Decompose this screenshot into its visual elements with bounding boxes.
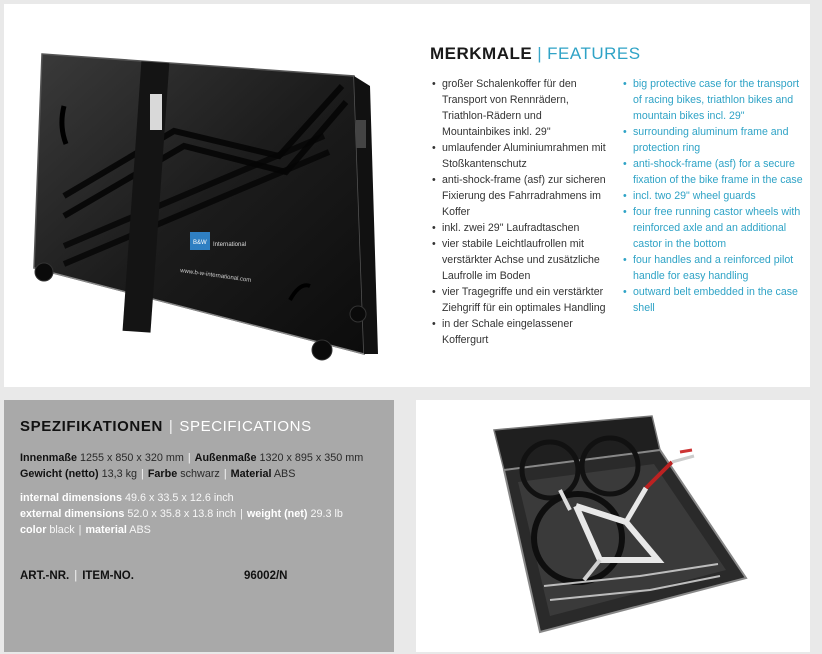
art-label-de: ART.-NR. <box>20 570 70 582</box>
article-number-label <box>20 570 134 582</box>
feature-de-7: • in der Schale eingelassener Koffergurt <box>432 316 612 348</box>
features-heading <box>430 44 641 64</box>
weight-label-en: weight (net) <box>246 508 308 520</box>
art-label-en: ITEM-NO. <box>82 570 134 582</box>
external-dim-label: external dimensions <box>20 508 125 520</box>
weight-value-en: 29.3 lb <box>310 508 343 520</box>
feature-en-5: • four free running castor wheels with reinforced axle and an additional castor in the bottom <box>623 204 803 252</box>
outer-dim-value: 1320 x 895 x 350 mm <box>259 452 364 464</box>
color-label-de: Farbe <box>147 468 178 480</box>
material-label-en: material <box>85 524 127 536</box>
specs-title-en: SPECIFICATIONS <box>179 418 312 435</box>
features-title-de: MERKMALE <box>430 44 533 63</box>
features-title-en: FEATURES <box>547 44 641 63</box>
spec-line-color-en <box>20 524 151 536</box>
material-value-de: ABS <box>273 468 296 480</box>
feature-de-5: • vier stabile Leichtlaufrollen mit verstärkter Achse und zusätzliche Laufrolle im Boden <box>432 236 612 284</box>
feature-en-7: • outward belt embedded in the case shell <box>623 284 803 316</box>
features-separator: | <box>537 44 543 63</box>
color-value-de: schwarz <box>180 468 220 480</box>
open-case-image <box>480 410 760 642</box>
weight-label-de: Gewicht (netto) <box>20 468 99 480</box>
spec-pipe: | <box>187 452 191 464</box>
feature-de-3: • anti-shock-frame (asf) zur sicheren Fixierung des Fahrradrahmens im Koffer <box>432 172 612 220</box>
color-value-en: black <box>49 524 75 536</box>
feature-en-2: • surrounding aluminum frame and protection ring <box>623 124 803 156</box>
spec-pipe: | <box>223 468 227 480</box>
art-pipe: | <box>74 570 78 582</box>
spec-line-weight-de <box>20 468 295 480</box>
features-list-de <box>432 76 612 348</box>
internal-dim-value: 49.6 x 33.5 x 12.6 inch <box>125 492 234 504</box>
spec-line-internal-en <box>20 492 234 504</box>
spec-pipe: | <box>78 524 82 536</box>
spec-pipe: | <box>240 508 243 520</box>
external-dim-value: 52.0 x 35.8 x 13.8 inch <box>127 508 237 520</box>
specifications-heading <box>20 418 312 435</box>
specs-separator: | <box>168 418 174 435</box>
material-value-en: ABS <box>129 524 151 536</box>
case-logo-suffix: International <box>213 242 247 248</box>
feature-de-1: • großer Schalenkoffer für den Transport von Rennrädern, Triathlon-Rädern und Mountainbikes inkl. 29" <box>432 76 612 140</box>
material-label-de: Material <box>230 468 272 480</box>
specifications-panel <box>4 400 394 652</box>
closed-case-image <box>24 36 394 366</box>
features-list-en <box>623 76 803 316</box>
spec-line-external-en <box>20 508 343 520</box>
feature-en-4: • incl. two 29" wheel guards <box>623 188 803 204</box>
weight-value-de: 13,3 kg <box>101 468 137 480</box>
case-website: www.b-w-international.com <box>179 268 252 284</box>
outer-dim-label: Außenmaße <box>194 452 257 464</box>
feature-en-6: • four handles and a reinforced pilot handle for easy handling <box>623 252 803 284</box>
feature-en-3: • anti-shock-frame (asf) for a secure fixation of the bike frame in the case <box>623 156 803 188</box>
spec-line-dimensions-de <box>20 452 363 464</box>
color-label-en: color <box>20 524 47 536</box>
inner-dim-label: Innenmaße <box>20 452 77 464</box>
feature-de-2: • umlaufender Aluminiumrahmen mit Stoßkantenschutz <box>432 140 612 172</box>
feature-de-6: • vier Tragegriffe und ein verstärkter Ziehgriff für ein optimales Handling <box>432 284 612 316</box>
specs-title-de: SPEZIFIKATIONEN <box>20 418 163 435</box>
article-number-value: 96002/N <box>244 570 288 582</box>
case-logo: B&W <box>193 240 207 246</box>
internal-dim-label: internal dimensions <box>20 492 122 504</box>
spec-pipe: | <box>141 468 144 480</box>
feature-de-4: • inkl. zwei 29" Laufradtaschen <box>432 220 612 236</box>
inner-dim-value: 1255 x 850 x 320 mm <box>80 452 184 464</box>
feature-en-1: • big protective case for the transport of racing bikes, triathlon bikes and mountain bikes incl. 29" <box>623 76 803 124</box>
